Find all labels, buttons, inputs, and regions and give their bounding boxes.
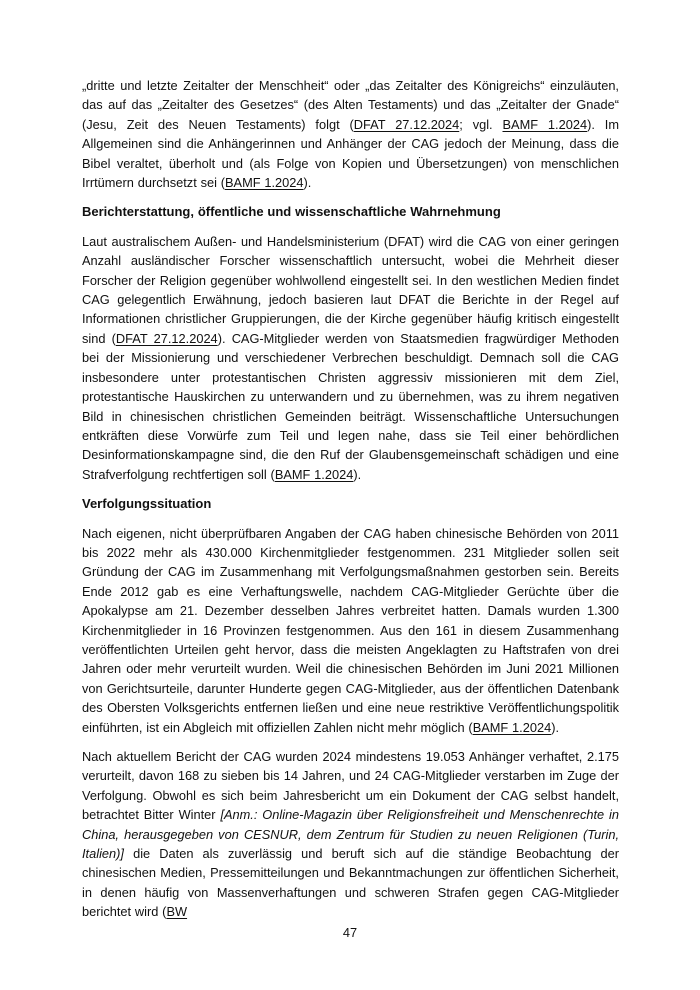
text-run: Nach aktuellem Bericht der CAG wurden 2024 mindestens 19.053 Anhänger verhaftet, 2.175 verurteilt, davon 168 zu sieben bis 14 Jahren, und 24 CAG-Mitglieder verstarben im Zuge der Verfolgung. Obwohl es sich beim Jahresbericht um ein Dokument der CAG selbst handelt, betrachtet Bitter Winter: [82, 749, 619, 823]
citation-link[interactable]: BAMF 1.2024: [274, 466, 354, 482]
text-run: Laut australischem Außen- und Handelsministerium (DFAT) wird die CAG von einer geringen Anzahl ausländischer Forscher wissenschaftlich untersucht, wobei die Mehrheit dieser Forscher der Religion gegenüber wohlwollend eingestellt sei. In den westlichen Medien findet CAG gelegentlich Erwähnung, jedoch basieren laut DFAT die Berichte in der Regel auf Informationen christlicher Gruppierungen, die der Kirche gegenüber häufig kritisch eingestellt sind (: [82, 233, 619, 346]
citation-link[interactable]: DFAT 27.12.2024: [115, 330, 218, 346]
text-run: ; vgl.: [459, 116, 503, 132]
citation-link[interactable]: BW: [166, 904, 188, 920]
citation-link[interactable]: BAMF 1.2024: [472, 719, 552, 735]
citation-link[interactable]: DFAT 27.12.2024: [353, 116, 460, 132]
citation-link[interactable]: BAMF 1.2024: [502, 116, 588, 132]
text-run: ). Im Allgemeinen sind die Anhängerinnen und Anhänger der CAG jedoch der Meinung, dass die Bibel veraltet, überholt und (als Folge von Kopien und Übersetzungen) von menschlichen Irrtümern durchsetzt sei (: [82, 116, 619, 191]
page-content: [82, 76, 619, 932]
text-run: ). CAG-Mitglieder werden von Staatsmedien fragwürdiger Methoden bei der Missionierung und verschiedener Verbrechen beschuldigt. Demnach soll die CAG insbesondere unter protestantischen Christen aggressiv missionieren mit dem Ziel, protestantische Hauskirchen zu unterwandern und zu übernehmen, was zu ihrem negativen Bild in chinesischen christlichen Gemeinden beiträgt. Wissenschaftliche Untersuchungen entkräften diese Vorwürfe zum Teil und legen nahe, dass sie Teil einer behördlichen Desinformationskampagne sind, die den Ruf der Glaubensgemeinschaft schädigen und eine Strafverfolgung rechtfertigen soll (: [82, 330, 619, 482]
body-paragraph: [82, 524, 619, 737]
section-heading: Berichterstattung, öffentliche und wissenschaftliche Wahrnehmung: [82, 204, 501, 220]
text-run: Nach eigenen, nicht überprüfbaren Angaben der CAG haben chinesische Behörden von 2011 bis 2022 mehr als 430.000 Kirchenmitglieder festgenommen. 231 Mitglieder sollen seit Gründung der CAG im Zusammenhang mit Verfolgungsmaßnahmen gestorben sein. Bereits Ende 2012 gab es eine Verhaftungswelle, nachdem CAG-Mitglieder Gerüchte über die Apokalypse am 21. Dezember desselben Jahres verbreitet hatten. Damals wurden 1.300 Kirchenmitglieder in 16 Provinzen festgenommen. Aus den 161 in diesem Zusammenhang veröffentlichten Urteilen geht hervor, dass die meisten Angeklagten zu Haftstrafen von drei Jahren oder mehr verurteilt wurden. Weil die chinesischen Behörden im Juni 2021 Millionen von Gerichtsurteile, darunter Hunderte gegen CAG-Mitglieder, aus der öffentlichen Datenbank des Obersten Volksgerichts entfernen ließen und eine neue restriktive Veröffentlichungspolitik einführten, ist ein Abgleich mit offiziellen Zahlen nicht mehr möglich (: [82, 525, 619, 735]
text-run: ).: [551, 719, 560, 735]
body-paragraph: [82, 747, 619, 922]
annotation-italic: [Anm.: Online-Magazin über Religionsfreiheit und Menschenrechte in China, herausgegeben von CESNUR, dem Zentrum für Studien zu neuen Religionen (Turin, Italien)]: [82, 807, 619, 862]
text-run: „dritte und letzte Zeitalter der Menschheit“ oder „das Zeitalter des Königreichs“ einzuläuten, das auf das „Zeitalter des Gesetzes“ (des Alten Testaments) und das „Zeitalter der Gnade“ (Jesu, Zeit des Neuen Testaments) folgt (: [82, 78, 619, 132]
section-heading: Verfolgungssituation: [82, 496, 212, 512]
text-run: ).: [353, 466, 362, 482]
body-paragraph: [82, 76, 619, 192]
body-paragraph: [82, 232, 619, 484]
citation-link[interactable]: BAMF 1.2024: [225, 175, 304, 191]
text-run: die Daten als zuverlässig und beruft sich auf die ständige Beobachtung der chinesischen Medien, Pressemitteilungen und Bekanntmachungen zur öffentlichen Sicherheit, in denen häufig von Massenverhaftungen und schweren Strafen gegen CAG-Mitglieder berichtet wird (: [82, 846, 619, 920]
page-number: 47: [342, 925, 358, 940]
text-run: ).: [303, 175, 312, 191]
